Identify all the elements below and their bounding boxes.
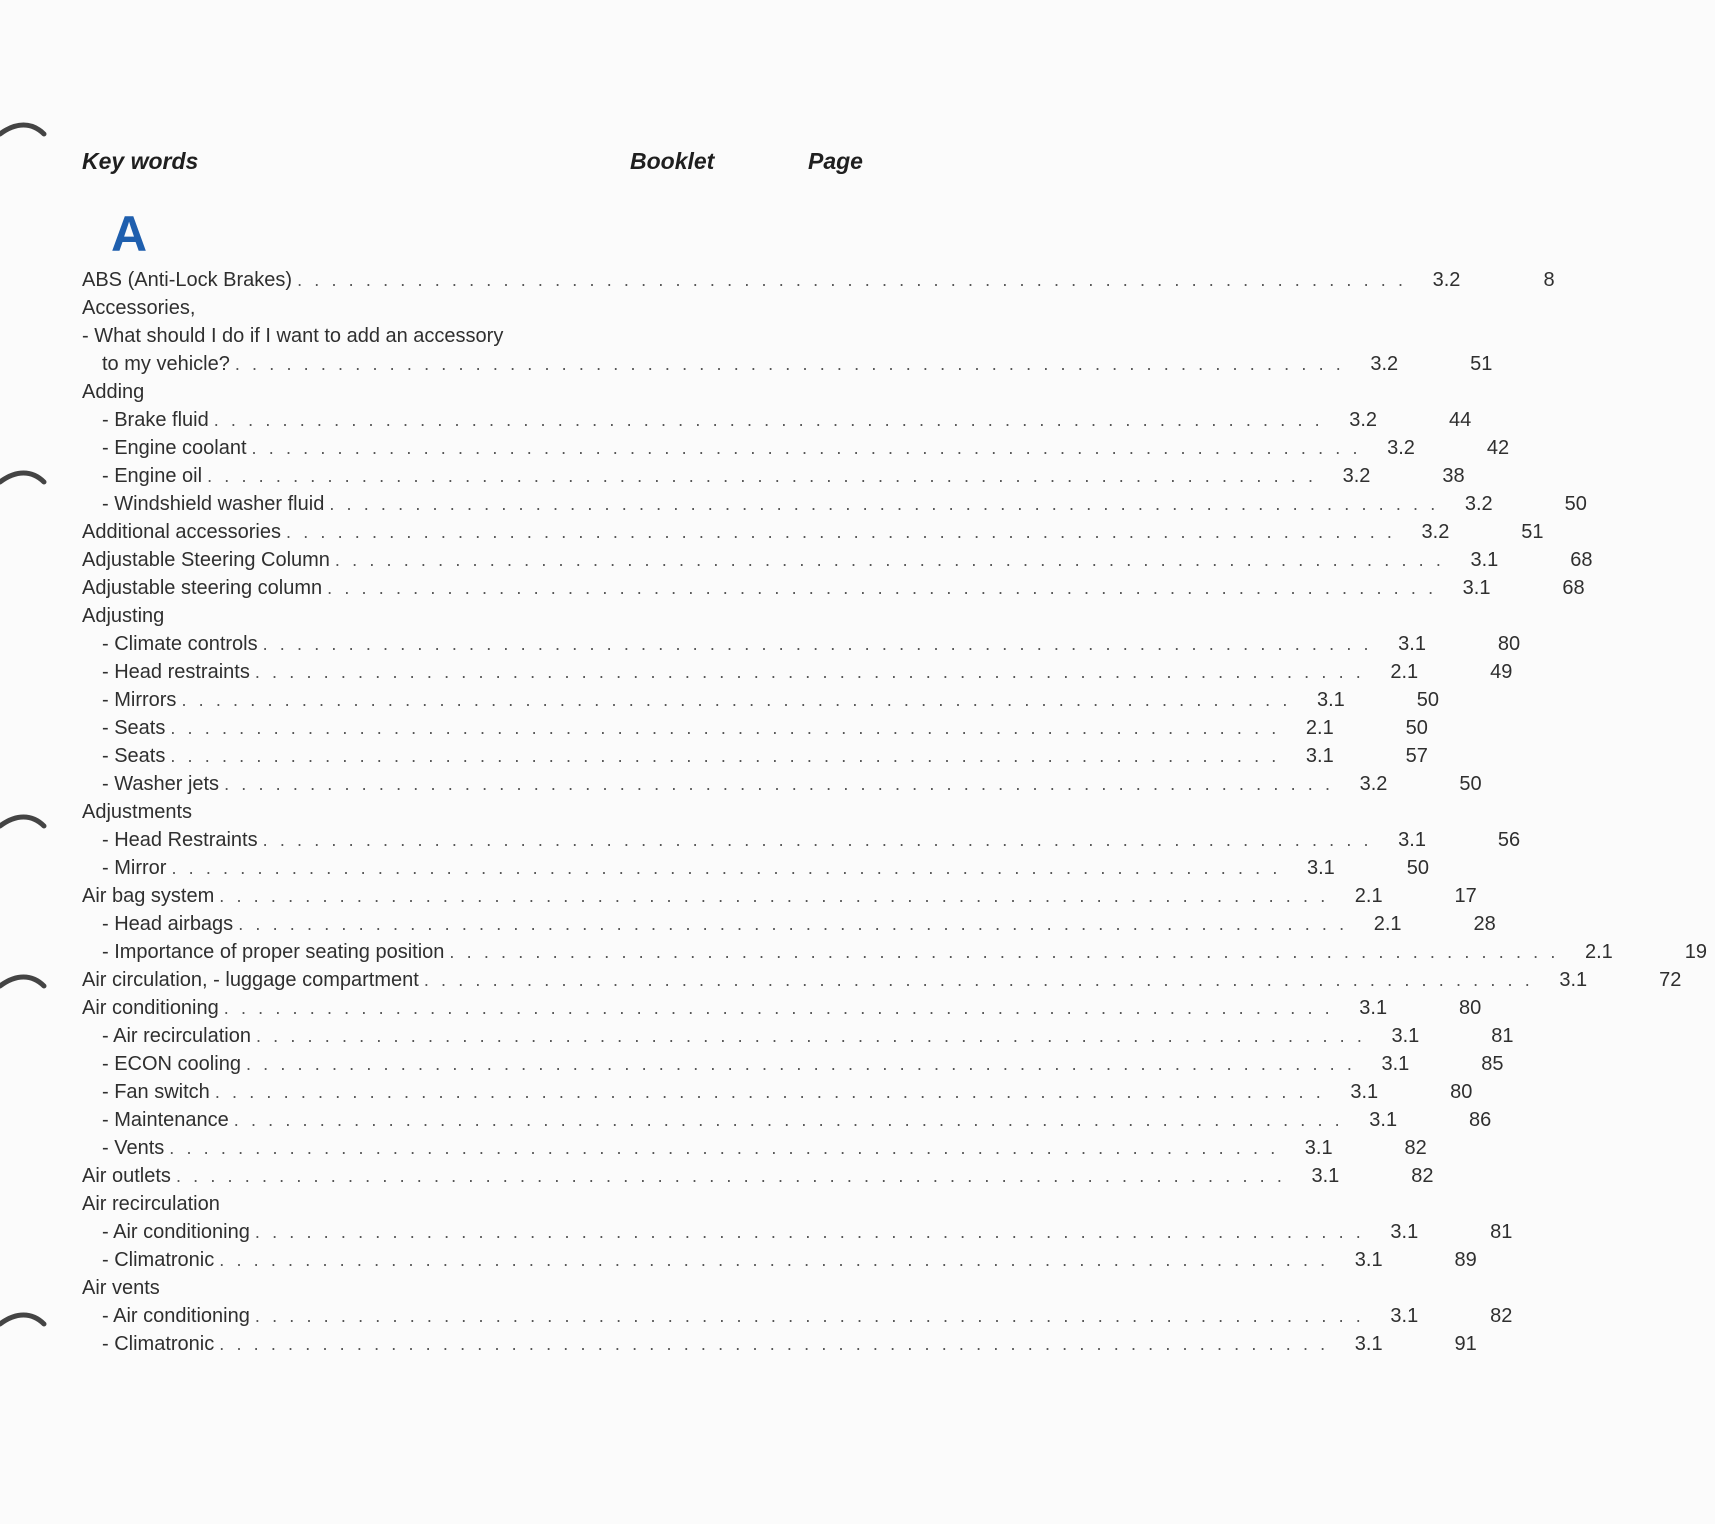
index-entry-label: Air vents: [82, 1277, 160, 1299]
index-entry-page: 68: [1570, 549, 1593, 571]
dot-leader: . . . . . . . . . . . . . . . . . . . . . . . . . . . . . . . . . . . . . . . . . . . . . . . . . . . . . . . . . . . . . . . . .: [297, 270, 1407, 290]
index-entry-booklet: 3.2: [1432, 269, 1461, 291]
index-entry-page: 82: [1411, 1165, 1434, 1187]
index-entry-label: - Importance of proper seating position: [102, 941, 445, 963]
dot-leader: . . . . . . . . . . . . . . . . . . . . . . . . . . . . . . . . . . . . . . . . . . . . . . . . . . . . . . . . . . . . . . . . .: [169, 1138, 1279, 1158]
binder-tab-mark: [0, 808, 46, 832]
index-entry-booklet: 3.1: [1470, 549, 1499, 571]
index-entry-label: - Engine oil: [102, 465, 203, 487]
dot-leader: . . . . . . . . . . . . . . . . . . . . . . . . . . . . . . . . . . . . . . . . . . . . . . . . . . . . . . . . . . . . . . . . .: [254, 1222, 1365, 1242]
dot-leader: . . . . . . . . . . . . . . . . . . . . . . . . . . . . . . . . . . . . . . . . . . . . . . . . . . . . . . . . . . . . . . . . .: [170, 746, 1280, 766]
index-entry-label: - Head restraints: [102, 661, 250, 683]
index-entry-page: 19: [1684, 941, 1707, 963]
index-entry-row: [82, 574, 1585, 602]
dot-leader: . . . . . . . . . . . . . . . . . . . . . . . . . . . . . . . . . . . . . . . . . . . . . . . . . . . . . . . . . . . . . . . . .: [207, 466, 1317, 486]
binder-tab-mark: [0, 464, 46, 488]
index-entry-row: [82, 490, 1587, 518]
index-entry-booklet: 3.2: [1349, 409, 1378, 431]
index-entry-booklet: 3.1: [1390, 1221, 1419, 1243]
index-entry-row: [82, 882, 1477, 910]
index-entry-label: - Brake fluid: [102, 409, 209, 431]
index-entry-row: [82, 434, 1510, 462]
index-entry-row: [82, 938, 1707, 966]
column-header-key-words: Key words: [82, 148, 199, 174]
index-entry-booklet: 3.1: [1350, 1081, 1379, 1103]
index-entry-page: 68: [1562, 577, 1585, 599]
dot-leader: . . . . . . . . . . . . . . . . . . . . . . . . . . . . . . . . . . . . . . . . . . . . . . . . . . . . . . . . . . . . . . . . .: [334, 550, 1445, 570]
dot-leader: . . . . . . . . . . . . . . . . . . . . . . . . . . . . . . . . . . . . . . . . . . . . . . . . . . . . . . . . . . . . . . . . .: [234, 354, 1345, 374]
index-entry-label: Additional accessories: [82, 521, 281, 543]
index-entry-label: Adjustable Steering Column: [82, 549, 330, 571]
index-entry-label: - Fan switch: [102, 1081, 210, 1103]
index-entry-booklet: 3.1: [1306, 857, 1335, 879]
index-entry-row: [82, 742, 1428, 770]
dot-leader: . . . . . . . . . . . . . . . . . . . . . . . . . . . . . . . . . . . . . . . . . . . . . . . . . . . . . . . . . . . . . . . . .: [224, 774, 1334, 794]
index-entry-page: 17: [1454, 885, 1477, 907]
index-entry-label: - Mirrors: [102, 689, 177, 711]
index-entry-page: 50: [1406, 857, 1429, 879]
index-entry-page: 82: [1490, 1305, 1513, 1327]
index-entry-booklet: 2.1: [1584, 941, 1613, 963]
index-entry-page: 89: [1454, 1249, 1477, 1271]
dot-leader: . . . . . . . . . . . . . . . . . . . . . . . . . . . . . . . . . . . . . . . . . . . . . . . . . . . . . . . . . . . . . . . . .: [171, 858, 1281, 878]
index-entry-label: - Climatronic: [102, 1249, 215, 1271]
dot-leader: . . . . . . . . . . . . . . . . . . . . . . . . . . . . . . . . . . . . . . . . . . . . . . . . . . . . . . . . . . . . . . . . .: [449, 942, 1559, 962]
binder-tab-mark: [0, 116, 46, 140]
index-entry-page: 28: [1473, 913, 1496, 935]
index-entry-page: 57: [1405, 745, 1428, 767]
index-entry-row: [82, 1274, 862, 1302]
index-entry-page: 8: [1543, 269, 1555, 291]
index-entry-page: 82: [1404, 1137, 1427, 1159]
index-entry-label: ABS (Anti-Lock Brakes): [82, 269, 293, 291]
dot-leader: . . . . . . . . . . . . . . . . . . . . . . . . . . . . . . . . . . . . . . . . . . . . . . . . . . . . . . . . . . . . . . . . .: [262, 830, 1373, 850]
index-entry-page: 42: [1486, 437, 1510, 459]
index-entry-label: - Head airbags: [102, 913, 234, 935]
dot-leader: . . . . . . . . . . . . . . . . . . . . . . . . . . . . . . . . . . . . . . . . . . . . . . . . . . . . . . . . . . . . . . . . .: [219, 886, 1329, 906]
index-entry-row: [82, 770, 1482, 798]
index-entry-row: [82, 1162, 1434, 1190]
index-entry-label: - Air conditioning: [102, 1221, 250, 1243]
index-entry-booklet: 3.1: [1559, 969, 1588, 991]
column-header-booklet: Booklet: [630, 148, 715, 174]
index-entry-page: 85: [1481, 1053, 1504, 1075]
dot-leader: . . . . . . . . . . . . . . . . . . . . . . . . . . . . . . . . . . . . . . . . . . . . . . . . . . . . . . . . . . . . . . . . .: [262, 634, 1373, 654]
index-entry-row: [82, 266, 1555, 294]
index-entry-row: [82, 294, 862, 322]
index-entry-row: [82, 406, 1472, 434]
index-entry-label: to my vehicle?: [102, 353, 230, 375]
dot-leader: . . . . . . . . . . . . . . . . . . . . . . . . . . . . . . . . . . . . . . . . . . . . . . . . . . . . . . . . . . . . . . . . .: [254, 662, 1365, 682]
dot-leader: . . . . . . . . . . . . . . . . . . . . . . . . . . . . . . . . . . . . . . . . . . . . . . . . . . . . . . . . . . . . . . . . .: [329, 494, 1439, 514]
index-entry-label: Air recirculation: [82, 1193, 220, 1215]
index-entry-page: 50: [1564, 493, 1587, 515]
index-entry-label: - Vents: [102, 1137, 165, 1159]
index-entry-row: [82, 630, 1521, 658]
index-entry-booklet: 3.1: [1354, 1333, 1383, 1355]
index-entry-label: - Mirror: [102, 857, 167, 879]
dot-leader: . . . . . . . . . . . . . . . . . . . . . . . . . . . . . . . . . . . . . . . . . . . . . . . . . . . . . . . . . . . . . . . . .: [255, 1026, 1366, 1046]
binder-tab-mark: [0, 1306, 46, 1330]
index-entry-booklet: 3.1: [1354, 1249, 1383, 1271]
index-entry-label: - Engine coolant: [102, 437, 247, 459]
index-entry-booklet: 3.2: [1359, 773, 1388, 795]
index-entry-row: [82, 994, 1482, 1022]
index-entry-row: [82, 322, 862, 350]
index-entry-row: [82, 854, 1429, 882]
index-entry-label: - ECON cooling: [102, 1053, 241, 1075]
index-entry-page: 56: [1497, 829, 1521, 851]
dot-leader: . . . . . . . . . . . . . . . . . . . . . . . . . . . . . . . . . . . . . . . . . . . . . . . . . . . . . . . . . . . . . . . . .: [181, 690, 1291, 710]
index-entry-label: Adjustable steering column: [82, 577, 323, 599]
index-entry-row: [82, 1302, 1513, 1330]
index-entry-label: Air circulation, - luggage compartment: [82, 969, 419, 991]
index-entry-booklet: 2.1: [1390, 661, 1419, 683]
index-entry-label: Adding: [82, 381, 145, 403]
index-entry-booklet: 3.2: [1421, 521, 1450, 543]
dot-leader: . . . . . . . . . . . . . . . . . . . . . . . . . . . . . . . . . . . . . . . . . . . . . . . . . . . . . . . . . . . . . . . . .: [170, 718, 1280, 738]
index-entries-list: [82, 266, 1707, 1358]
index-entry-row: [82, 658, 1513, 686]
index-entry-row: [82, 546, 1593, 574]
index-entry-booklet: 3.1: [1304, 1137, 1333, 1159]
dot-leader: . . . . . . . . . . . . . . . . . . . . . . . . . . . . . . . . . . . . . . . . . . . . . . . . . . . . . . . . . . . . . . . . .: [254, 1306, 1365, 1326]
index-entry-label: - Air recirculation: [102, 1025, 251, 1047]
index-entry-label: - Climatronic: [102, 1333, 215, 1355]
index-entry-page: 81: [1490, 1221, 1513, 1243]
index-entry-row: [82, 1218, 1513, 1246]
index-entry-row: [82, 714, 1428, 742]
index-entry-row: [82, 1106, 1492, 1134]
index-entry-booklet: 3.2: [1342, 465, 1371, 487]
index-entry-page: 81: [1491, 1025, 1514, 1047]
index-entry-row: [82, 1022, 1514, 1050]
index-entry-label: - Seats: [102, 717, 166, 739]
dot-leader: . . . . . . . . . . . . . . . . . . . . . . . . . . . . . . . . . . . . . . . . . . . . . . . . . . . . . . . . . . . . . . . . .: [213, 410, 1324, 430]
index-entry-booklet: 3.1: [1381, 1053, 1410, 1075]
index-entry-page: 72: [1659, 969, 1682, 991]
dot-leader: . . . . . . . . . . . . . . . . . . . . . . . . . . . . . . . . . . . . . . . . . . . . . . . . . . . . . . . . . . . . . . . . .: [286, 522, 1396, 542]
index-entry-row: [82, 966, 1682, 994]
dot-leader: . . . . . . . . . . . . . . . . . . . . . . . . . . . . . . . . . . . . . . . . . . . . . . . . . . . . . . . . . . . . . . . . .: [238, 914, 1348, 934]
index-entry-page: 86: [1469, 1109, 1492, 1131]
index-entry-row: [82, 602, 862, 630]
column-header-page: Page: [808, 148, 863, 174]
index-entry-row: [82, 1246, 1477, 1274]
dot-leader: . . . . . . . . . . . . . . . . . . . . . . . . . . . . . . . . . . . . . . . . . . . . . . . . . . . . . . . . . . . . . . . . .: [233, 1110, 1344, 1130]
index-entry-booklet: 3.2: [1370, 353, 1399, 375]
index-entry-booklet: 3.1: [1391, 1025, 1420, 1047]
index-entry-booklet: 3.1: [1369, 1109, 1398, 1131]
index-entry-row: [82, 826, 1521, 854]
index-entry-label: Air outlets: [82, 1165, 171, 1187]
index-entry-row: [82, 686, 1439, 714]
index-entry-booklet: 3.2: [1387, 437, 1415, 459]
index-entry-booklet: 2.1: [1305, 717, 1334, 739]
dot-leader: . . . . . . . . . . . . . . . . . . . . . . . . . . . . . . . . . . . . . . . . . . . . . . . . . . . . . . . . . . . . . . . . .: [219, 1334, 1329, 1354]
index-entry-label: - Head Restraints: [102, 829, 258, 851]
index-entry-booklet: 3.2: [1464, 493, 1493, 515]
index-entry-page: 80: [1450, 1081, 1473, 1103]
index-entry-label: Accessories,: [82, 297, 196, 319]
index-entry-label: - Climate controls: [102, 633, 258, 655]
index-entry-booklet: 3.1: [1305, 745, 1334, 767]
index-entry-row: [82, 1134, 1427, 1162]
index-entry-booklet: 2.1: [1373, 913, 1402, 935]
index-entry-label: - What should I do if I want to add an accessory: [82, 325, 504, 347]
index-entry-booklet: 3.1: [1311, 1165, 1340, 1187]
index-entry-row: [82, 1190, 862, 1218]
index-entry-row: [82, 462, 1465, 490]
index-entry-booklet: 3.1: [1462, 577, 1491, 599]
index-entry-page: 51: [1521, 521, 1544, 543]
index-entry-page: 50: [1459, 773, 1482, 795]
dot-leader: . . . . . . . . . . . . . . . . . . . . . . . . . . . . . . . . . . . . . . . . . . . . . . . . . . . . . . . . . . . . . . . . .: [423, 970, 1534, 990]
index-entry-label: - Seats: [102, 745, 166, 767]
index-entry-row: [82, 910, 1496, 938]
index-entry-page: 44: [1449, 409, 1472, 431]
index-entry-page: 50: [1405, 717, 1428, 739]
index-entry-label: Adjusting: [82, 605, 165, 627]
section-letter: A: [111, 206, 148, 262]
dot-leader: . . . . . . . . . . . . . . . . . . . . . . . . . . . . . . . . . . . . . . . . . . . . . . . . . . . . . . . . . . . . . . . . .: [245, 1054, 1356, 1074]
dot-leader: . . . . . . . . . . . . . . . . . . . . . . . . . . . . . . . . . . . . . . . . . . . . . . . . . . . . . . . . . . . . . . . . .: [175, 1166, 1286, 1186]
index-entry-booklet: 3.1: [1359, 997, 1388, 1019]
dot-leader: . . . . . . . . . . . . . . . . . . . . . . . . . . . . . . . . . . . . . . . . . . . . . . . . . . . . . . . . . . . . . . . . .: [223, 998, 1334, 1018]
binder-tab-mark: [0, 968, 46, 992]
index-entry-page: 49: [1490, 661, 1513, 683]
index-entry-booklet: 2.1: [1354, 885, 1383, 907]
index-entry-page: 91: [1454, 1333, 1477, 1355]
index-entry-label: Air conditioning: [82, 997, 219, 1019]
index-entry-row: [82, 350, 1493, 378]
index-entry-row: [82, 1050, 1504, 1078]
index-entry-page: 50: [1416, 689, 1439, 711]
index-entry-booklet: 3.1: [1398, 633, 1426, 655]
index-entry-row: [82, 378, 862, 406]
index-entry-page: 80: [1459, 997, 1482, 1019]
index-entry-label: - Windshield washer fluid: [102, 493, 325, 515]
index-entry-page: 38: [1442, 465, 1465, 487]
index-entry-label: - Washer jets: [102, 773, 220, 795]
dot-leader: . . . . . . . . . . . . . . . . . . . . . . . . . . . . . . . . . . . . . . . . . . . . . . . . . . . . . . . . . . . . . . . . .: [214, 1082, 1325, 1102]
index-entry-label: - Air conditioning: [102, 1305, 250, 1327]
dot-leader: . . . . . . . . . . . . . . . . . . . . . . . . . . . . . . . . . . . . . . . . . . . . . . . . . . . . . . . . . . . . . . . . .: [327, 578, 1437, 598]
dot-leader: . . . . . . . . . . . . . . . . . . . . . . . . . . . . . . . . . . . . . . . . . . . . . . . . . . . . . . . . . . . . . . . . .: [219, 1250, 1329, 1270]
index-entry-label: Adjustments: [82, 801, 193, 823]
index-entry-row: [82, 1078, 1473, 1106]
index-entry-booklet: 3.1: [1398, 829, 1426, 851]
index-entry-page: 80: [1497, 633, 1521, 655]
index-entry-booklet: 3.1: [1390, 1305, 1419, 1327]
dot-leader: . . . . . . . . . . . . . . . . . . . . . . . . . . . . . . . . . . . . . . . . . . . . . . . . . . . . . . . . . . . . . . . . .: [251, 438, 1362, 458]
index-entry-label: - Maintenance: [102, 1109, 229, 1131]
index-entry-booklet: 3.1: [1316, 689, 1345, 711]
index-entry-row: [82, 1330, 1477, 1358]
index-entry-label: Air bag system: [82, 885, 215, 907]
index-entry-page: 51: [1470, 353, 1493, 375]
index-entry-row: [82, 518, 1544, 546]
index-entry-row: [82, 798, 862, 826]
